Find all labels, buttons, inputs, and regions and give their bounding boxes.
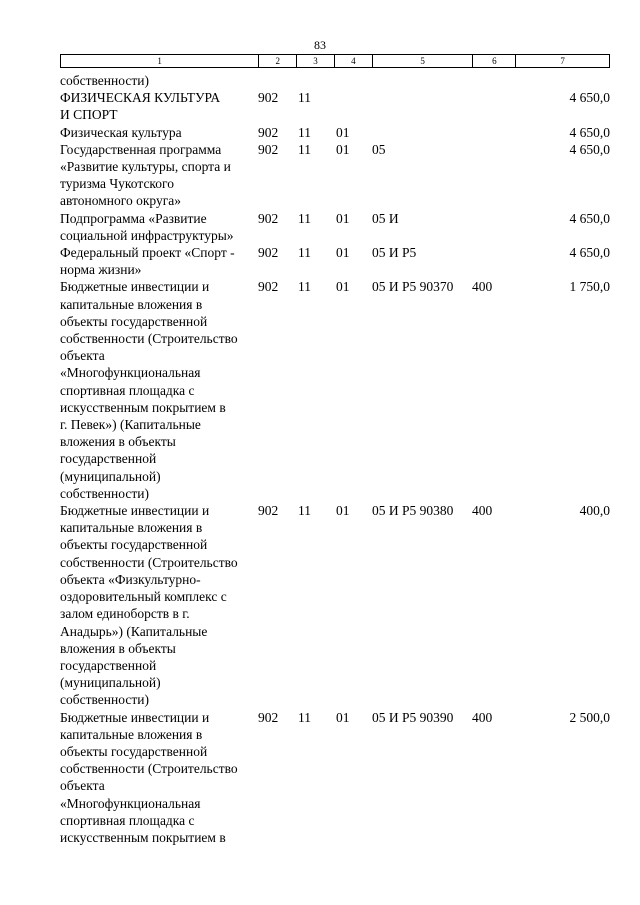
header-col-1: 1	[61, 55, 259, 67]
row-ministry: 902	[258, 210, 279, 226]
row-section: 11	[298, 279, 311, 295]
row-target-code: 05 И Р5 90370	[372, 279, 454, 295]
row-name: Бюджетные инвестиции и капитальные вложения в объекты государственной собственности (Строительство объекта «Многофункциональная спортивная площадка с искусственным покрытием в г. Певек») (Капитальные вложения в объекты государственной (муниципальной) собственности)	[60, 279, 238, 501]
row-target-code: 05 И Р5 90390	[372, 709, 454, 725]
row-section: 11	[298, 709, 311, 725]
row-subsection: 01	[336, 279, 350, 295]
table-row	[60, 89, 620, 123]
row-ministry: 902	[258, 245, 279, 261]
row-ministry: 902	[258, 279, 279, 295]
row-name: Бюджетные инвестиции и капитальные вложения в объекты государственной собственности (Строительство объекта «Многофункциональная спортивная площадка с искусственным покрытием в	[60, 709, 238, 845]
table-row	[60, 244, 620, 278]
row-name: Физическая культура	[60, 124, 182, 140]
row-section: 11	[298, 245, 311, 261]
row-ministry: 902	[258, 124, 279, 140]
row-subsection: 01	[336, 709, 350, 725]
row-subsection: 01	[336, 245, 350, 261]
header-col-2: 2	[259, 55, 297, 67]
row-subsection: 01	[336, 210, 350, 226]
row-amount: 2 500,0	[569, 709, 610, 725]
row-ministry: 902	[258, 90, 279, 106]
table-body	[60, 72, 620, 846]
row-amount: 4 650,0	[569, 210, 610, 226]
row-amount: 1 750,0	[569, 279, 610, 295]
row-target-code: 05 И	[372, 210, 399, 226]
row-target-code: 05 И Р5 90380	[372, 503, 454, 519]
row-ministry: 902	[258, 503, 279, 519]
header-col-3: 3	[297, 55, 335, 67]
row-amount: 4 650,0	[569, 141, 610, 157]
row-subsection: 01	[336, 141, 350, 157]
table-row	[60, 72, 620, 89]
row-amount: 4 650,0	[569, 124, 610, 140]
page-number: 83	[314, 38, 326, 52]
row-section: 11	[298, 141, 311, 157]
table-header	[60, 54, 610, 68]
table-row	[60, 210, 620, 244]
row-subsection: 01	[336, 503, 350, 519]
table-row	[60, 278, 620, 502]
header-col-4: 4	[335, 55, 373, 67]
table-row	[60, 709, 620, 847]
row-expense-type: 400	[472, 279, 493, 295]
row-name: Бюджетные инвестиции и капитальные вложения в объекты государственной собственности (Строительство объекта «Физкультурно- оздоровительный комплекс с залом единоборств в г. Анадырь») (Капитальные вложения в объекты государственной (муниципальной) собственности)	[60, 503, 238, 708]
row-name: Государственная программа «Развитие культуры, спорта и туризма Чукотского автономного округа»	[60, 141, 231, 209]
row-name: собственности)	[60, 73, 149, 88]
row-amount: 4 650,0	[569, 245, 610, 261]
header-col-5: 5	[373, 55, 474, 67]
table-row	[60, 124, 620, 141]
row-amount: 4 650,0	[569, 90, 610, 106]
row-section: 11	[298, 503, 311, 519]
row-ministry: 902	[258, 709, 279, 725]
table-row	[60, 141, 620, 210]
row-amount: 400,0	[579, 503, 610, 519]
row-expense-type: 400	[472, 709, 493, 725]
row-name: ФИЗИЧЕСКАЯ КУЛЬТУРА И СПОРТ	[60, 90, 221, 123]
header-col-7: 7	[560, 56, 565, 66]
row-expense-type: 400	[472, 503, 493, 519]
row-subsection: 01	[336, 124, 350, 140]
row-target-code: 05 И Р5	[372, 245, 417, 261]
row-section: 11	[298, 90, 311, 106]
row-target-code: 05	[372, 141, 386, 157]
row-section: 11	[298, 210, 311, 226]
header-col-6: 6	[473, 55, 516, 67]
row-name: Подпрограмма «Развитие социальной инфраструктуры»	[60, 210, 234, 243]
row-ministry: 902	[258, 141, 279, 157]
table-row	[60, 502, 620, 708]
row-name: Федеральный проект «Спорт - норма жизни»	[60, 245, 235, 278]
row-section: 11	[298, 124, 311, 140]
